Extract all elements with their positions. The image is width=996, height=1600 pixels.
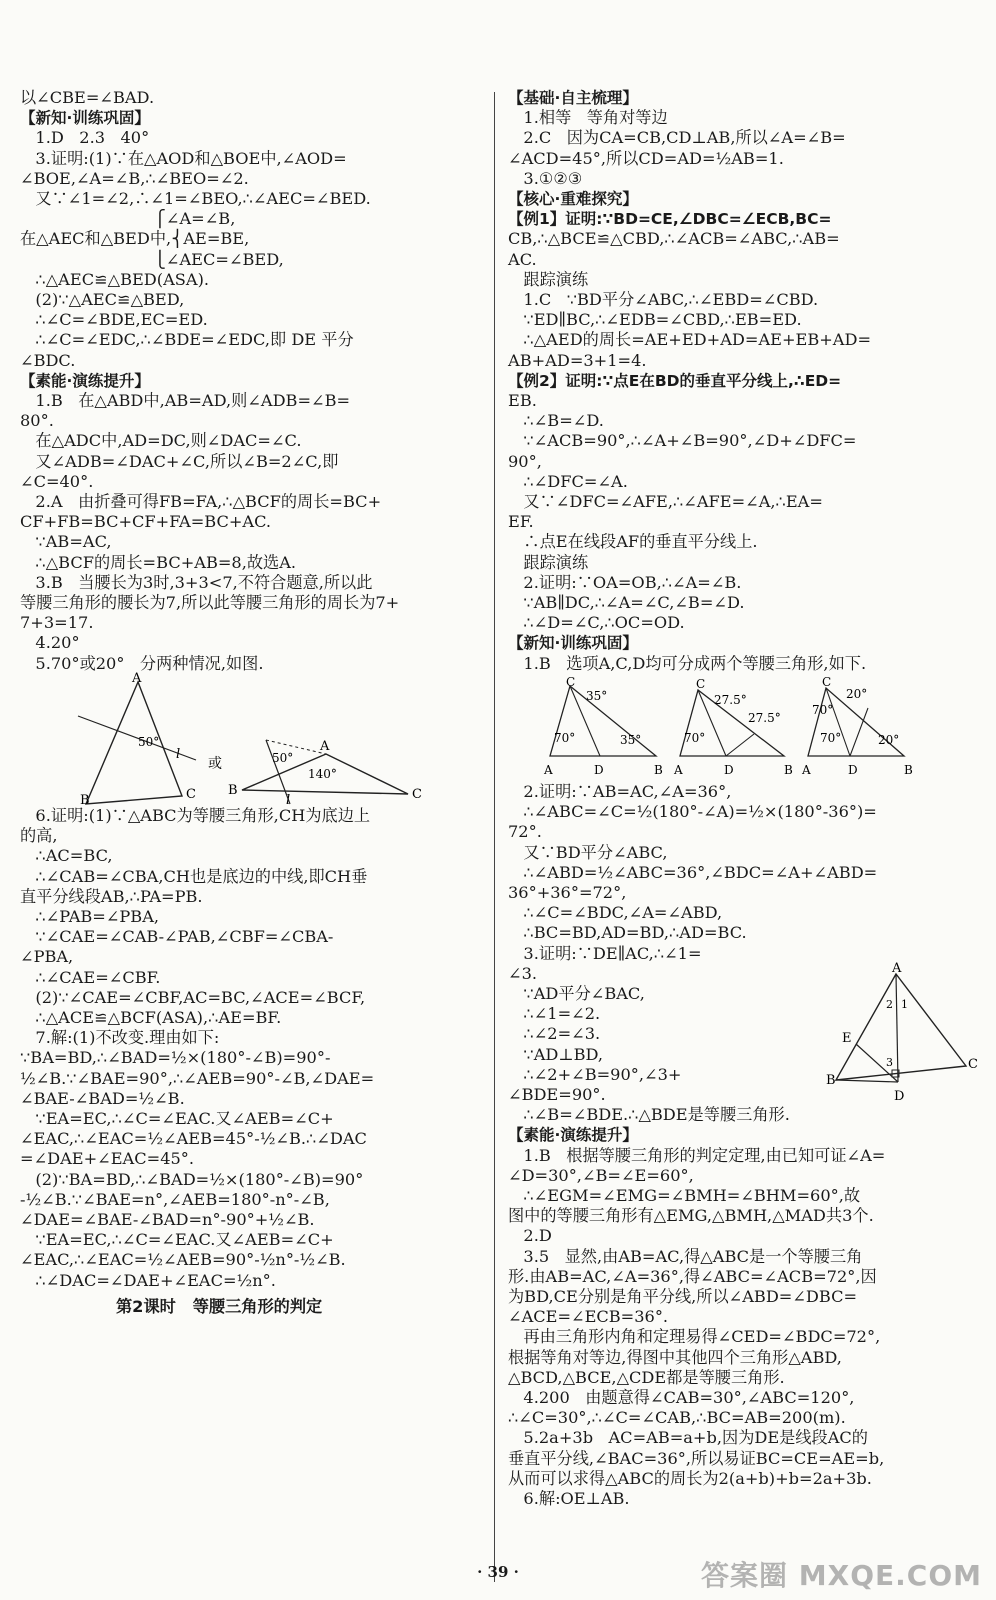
text-line: ⎩∠AEC=∠BED,	[20, 249, 284, 269]
text-line: 1.B 选项A,C,D均可分成两个等腰三角形,如下.	[508, 653, 867, 673]
triangle-label: 35°	[586, 688, 608, 703]
text-line: =∠DAE+∠EAC=45°.	[20, 1149, 195, 1169]
text-line: ∠BOE,∠A=∠B,∴∠BEO=∠2.	[20, 168, 249, 188]
text-line: ∵AB=AC,	[20, 532, 112, 552]
text-line: 【新知·训练巩固】	[508, 634, 638, 653]
text-line: 根据等角对等边,得图中其他四个三角形△ABD,	[508, 1347, 842, 1367]
text-line: 【例1】证明:∵BD=CE,∠DBC=∠ECB,BC=	[508, 210, 832, 229]
column-divider	[494, 92, 495, 1582]
text-line: ∠3.	[508, 963, 538, 983]
text-line: (2)∵∠CAE=∠CBF,AC=BC,∠ACE=∠BCF,	[20, 987, 366, 1007]
text-line: 又∵∠1=∠2,∴∠1=∠BEO,∴∠AEC=∠BED.	[20, 189, 371, 209]
triangle-label: B	[654, 762, 663, 777]
text-line: EB.	[508, 391, 537, 411]
text-line: ∴∠C=∠BDC,∠A=∠ABD,	[508, 903, 723, 923]
text-line: ∠EAC,∴∠EAC=½∠AEB=90°-½n°-½∠B.	[20, 1250, 346, 1270]
text-line: (2)∵△AEC≌△BED,	[20, 290, 185, 310]
figure-three-triangles	[508, 674, 980, 778]
triangle-label: D	[848, 762, 858, 777]
text-line: ∴∠C=∠BDE,EC=ED.	[20, 310, 208, 330]
label-n3: 3	[886, 1056, 893, 1069]
text-line: 形.由AB=AC,∠A=36°,得∠ABC=∠ACB=72°,因	[508, 1266, 877, 1286]
text-line: ∴∠CAE=∠CBF.	[20, 967, 161, 987]
text-line: AC.	[508, 249, 537, 269]
text-line: ∴△ACE≌△BCF(ASA),∴AE=BF.	[20, 1007, 282, 1027]
text-line: ∴△AEC≌△BED(ASA).	[20, 269, 210, 289]
text-line: 72°.	[508, 822, 542, 842]
text-line: 又∵BD平分∠ABC,	[508, 842, 668, 862]
text-line: ∠BAE-∠BAD=½∠B.	[20, 1088, 185, 1108]
label-fa: A	[892, 961, 902, 976]
text-line: 7+3=17.	[20, 613, 94, 633]
triangle-label: D	[594, 762, 604, 777]
text-line: ∠DAE=∠BAE-∠BAD=n°-90°+½∠B.	[20, 1209, 315, 1229]
text-line: 【素能·演练提升】	[508, 1126, 638, 1145]
text-line: 的高,	[20, 826, 58, 846]
label-or: 或	[208, 755, 222, 772]
text-line: 5.2a+3b AC=AB=a+b,因为DE是线段AC的	[508, 1428, 868, 1448]
text-line: ∠ACD=45°,所以CD=AD=½AB=1.	[508, 148, 784, 168]
text-line: 又∵∠DFC=∠AFE,∴∠AFE=∠A,∴EA=	[508, 492, 823, 512]
text-line: 【核心·重难探究】	[508, 190, 638, 209]
text-line: 【新知·训练巩固】	[20, 109, 150, 128]
text-line: 3.证明:(1)∵在△AOD和△BOE中,∠AOD=	[20, 148, 347, 168]
text-line: ½∠B.∵∠BAE=90°,∴∠AEB=90°-∠B,∠DAE=	[20, 1068, 375, 1088]
text-line: ⎧∠A=∠B,	[20, 209, 236, 229]
label-fd: D	[894, 1089, 905, 1104]
text-line: ∵EA=EC,∴∠C=∠EAC.又∠AEB=∠C+	[20, 1108, 334, 1128]
text-line: ∴∠B=∠BDE.∴△BDE是等腰三角形.	[508, 1105, 790, 1125]
text-line: (2)∵BA=BD,∴∠BAD=½×(180°-∠B)=90°	[20, 1169, 364, 1189]
text-line: 90°,	[508, 451, 542, 471]
label-b2: B	[228, 782, 238, 798]
label-n1: 1	[901, 998, 908, 1011]
text-line: ∴△BCF的周长=BC+AB=8,故选A.	[20, 552, 297, 572]
text-line: 【素能·演练提升】	[20, 371, 150, 390]
text-line: 再由三角形内角和定理易得∠CED=∠BDC=72°,	[508, 1327, 881, 1347]
text-line: ∴∠PAB=∠PBA,	[20, 906, 160, 926]
text-line: ∴∠CAB=∠CBA,CH也是底边的中线,即CH垂	[20, 866, 368, 886]
text-line: ∵AB∥DC,∴∠A=∠C,∠B=∠D.	[508, 593, 745, 613]
left-lines-b	[20, 806, 482, 1291]
label-140: 140°	[308, 766, 337, 781]
triangle-label: 70°	[684, 730, 706, 745]
text-line: ∠D=30°,∠B=∠E=60°,	[508, 1165, 694, 1185]
triangle-label: A	[544, 762, 553, 777]
triangle-case1	[86, 682, 182, 804]
triangle-label: C	[696, 676, 706, 691]
label-50b: 50°	[272, 750, 294, 765]
left-lines-a	[20, 88, 482, 674]
text-line: CF+FB=BC+CF+FA=BC+AC.	[20, 512, 272, 532]
text-line: 36°+36°=72°,	[508, 882, 627, 902]
triangle-label: 27.5°	[748, 710, 781, 725]
triangle-label: B	[784, 762, 793, 777]
text-line: ∠ACE=∠ECB=36°.	[508, 1307, 669, 1327]
label-a2: A	[320, 738, 330, 754]
text-line: -½∠B.∵∠BAE=n°,∠AEB=180°-n°-∠B,	[20, 1189, 330, 1209]
label-b: B	[80, 792, 90, 808]
text-line: 3.证明:∵DE∥AC,∴∠1=	[508, 943, 702, 963]
right-lines-b	[508, 782, 980, 1509]
page-number: · 39 ·	[477, 1563, 519, 1581]
label-l2: l	[286, 792, 291, 808]
triangle-label: B	[904, 762, 913, 777]
text-line: ∴∠ABC=∠C=½(180°-∠A)=½×(180°-36°)=	[508, 802, 877, 822]
triangle-label: 27.5°	[714, 692, 747, 707]
text-line: EF.	[508, 512, 534, 532]
text-line: ∵EA=EC,∴∠C=∠EAC.又∠AEB=∠C+	[20, 1230, 334, 1250]
label-50: 50°	[138, 734, 160, 749]
text-line: ∴∠DFC=∠A.	[508, 471, 628, 491]
text-line: ∴∠2=∠3.	[508, 1024, 601, 1044]
text-line: ∴∠DAC=∠DAE+∠EAC=½n°.	[20, 1270, 276, 1290]
text-line: ∴∠ABD=½∠ABC=36°,∠BDC=∠A+∠ABD=	[508, 862, 878, 882]
text-line: △BCD,△BCE,△CDE都是等腰三角形.	[508, 1367, 785, 1387]
text-line: 1.C ∵BD平分∠ABC,∴∠EBD=∠CBD.	[508, 290, 819, 310]
text-line: AB+AD=3+1=4.	[508, 350, 647, 370]
text-line: 以∠CBE=∠BAD.	[20, 88, 155, 107]
text-line: 跟踪演练	[508, 269, 589, 289]
text-line: ∴BC=BD,AD=BD,∴AD=BC.	[508, 923, 747, 943]
text-line: 为BD,CE分别是角平分线,所以∠ABD=∠DBC=	[508, 1286, 858, 1306]
text-line: 4.200 由题意得∠CAB=30°,∠ABC=120°,	[508, 1387, 855, 1407]
text-line: 1.相等 等角对等边	[508, 108, 668, 128]
text-line: ∵∠ACB=90°,∴∠A+∠B=90°,∠D+∠DFC=	[508, 431, 857, 451]
text-line: 2.证明:∵OA=OB,∴∠A=∠B.	[508, 572, 742, 592]
triangle-label: 70°	[820, 730, 842, 745]
right-lines-a	[508, 88, 980, 674]
text-line: 4.20°	[20, 633, 80, 653]
left-column	[20, 88, 482, 1317]
text-line: ∠BDE=90°.	[508, 1084, 606, 1104]
text-line: ∴∠EGM=∠EMG=∠BMH=∠BHM=60°,故	[508, 1185, 861, 1205]
text-line: 图中的等腰三角形有△EMG,△BMH,△MAD共3个.	[508, 1206, 874, 1226]
text-line: ∵AD⊥BD,	[508, 1044, 604, 1064]
text-line: 5.70°或20° 分两种情况,如图.	[20, 653, 264, 673]
triangle-label: D	[724, 762, 734, 777]
text-line: ∵BA=BD,∴∠BAD=½×(180°-∠B)=90°-	[20, 1048, 331, 1068]
text-line: ∴∠C=∠EDC,∴∠BDE=∠EDC,即 DE 平分	[20, 330, 354, 350]
label-c2: C	[412, 786, 422, 802]
text-line: 2.证明:∵AB=AC,∠A=36°,	[508, 781, 732, 801]
text-line: ∴∠C=30°,∴∠C=∠CAB,∴BC=AB=200(m).	[508, 1408, 846, 1428]
right-column	[508, 88, 980, 1509]
text-line: 1.D 2.3 40°	[20, 128, 150, 148]
triangle-label: 20°	[878, 732, 900, 747]
label-fb: B	[826, 1073, 836, 1088]
text-line: 在△ADC中,AD=DC,则∠DAC=∠C.	[20, 431, 302, 451]
triangle-label: A	[674, 762, 683, 777]
text-line: ∵ED∥BC,∴∠EDB=∠CBD,∴EB=ED.	[508, 310, 802, 330]
text-line: ∴AC=BC,	[20, 846, 113, 866]
text-line: 2.C 因为CA=CB,CD⊥AB,所以∠A=∠B=	[508, 128, 846, 148]
label-n2: 2	[886, 998, 893, 1011]
label-a: A	[132, 670, 142, 686]
triangle-label: A	[802, 762, 811, 777]
label-fe: E	[842, 1031, 852, 1046]
triangle-label: C	[566, 674, 576, 689]
triangle-label: 35°	[620, 732, 642, 747]
text-line: 3.B 当腰长为3时,3+3<7,不符合题意,所以此	[20, 572, 373, 592]
triangle-label: 70°	[554, 730, 576, 745]
text-line: 在△AEC和△BED中,⎨AE=BE,	[20, 229, 250, 249]
text-line: 3.①②③	[508, 168, 583, 188]
watermark: 答案圈 MXQE.COM	[701, 1559, 982, 1592]
text-line: 又∠ADB=∠DAC+∠C,所以∠B=2∠C,即	[20, 451, 339, 471]
text-line: 1.B 根据等腰三角形的判定定理,由已知可证∠A=	[508, 1145, 886, 1165]
label-c: C	[186, 786, 196, 802]
text-line: ∵AD平分∠BAC,	[508, 983, 645, 1003]
text-line: 【例2】证明:∵点E在BD的垂直平分线上,∴ED=	[508, 371, 842, 390]
text-line: 1.B 在△ABD中,AB=AD,则∠ADB=∠B=	[20, 391, 351, 411]
text-line: 6.证明:(1)∵△ABC为等腰三角形,CH为底边上	[20, 805, 371, 825]
text-line: 跟踪演练	[508, 552, 589, 572]
text-line: 6.解:OE⊥AB.	[508, 1489, 630, 1508]
text-line: ∴△AED的周长=AE+ED+AD=AE+EB+AD=	[508, 330, 872, 350]
triangle-label: 20°	[846, 686, 868, 701]
text-line: ∴∠B=∠D.	[508, 411, 604, 431]
text-line: ∠EAC,∴∠EAC=½∠AEB=45°-½∠B.∴∠DAC	[20, 1129, 367, 1149]
text-line: ∠PBA,	[20, 947, 74, 967]
label-fc: C	[968, 1057, 978, 1072]
text-line: ∴∠D=∠C,∴OC=OD.	[508, 613, 685, 633]
figure-two-cases	[20, 670, 482, 808]
lesson-title: 第2课时 等腰三角形的判定	[116, 1296, 323, 1316]
text-line: 从而可以求得△ABC的周长为2(a+b)+b=2a+3b.	[508, 1468, 872, 1488]
text-line: ∠BDC.	[20, 350, 76, 370]
label-l: l	[176, 746, 181, 762]
text-line: 直平分线段AB,∴PA=PB.	[20, 886, 203, 906]
text-line: 垂直平分线,∠BAC=36°,所以易证BC=CE=AE=b,	[508, 1448, 885, 1468]
figure-bde	[826, 961, 978, 1113]
text-line: ∴点E在线段AF的垂直平分线上.	[508, 532, 758, 552]
text-line: CB,∴△BCE≌△CBD,∴∠ACB=∠ABC,∴AB=	[508, 229, 840, 249]
text-line: 2.D	[508, 1226, 552, 1246]
triangle-label: 70°	[812, 702, 834, 717]
triangle-label: C	[822, 674, 832, 689]
text-line: ∠C=40°.	[20, 471, 94, 491]
text-line: ∴∠2+∠B=90°,∠3+	[508, 1064, 682, 1084]
text-line: 3.5 显然,由AB=AC,得△ABC是一个等腰三角	[508, 1246, 863, 1266]
text-line: ∵∠CAE=∠CAB-∠PAB,∠CBF=∠CBA-	[20, 927, 334, 947]
text-line: 7.解:(1)不改变.理由如下:	[20, 1028, 220, 1048]
text-line: ∴∠1=∠2.	[508, 1004, 601, 1024]
text-line: 2.A 由折叠可得FB=FA,∴△BCF的周长=BC+	[20, 492, 382, 512]
text-line: 等腰三角形的腰长为7,所以此等腰三角形的周长为7+	[20, 593, 400, 613]
text-line: 80°.	[20, 411, 54, 431]
text-line: 【基础·自主梳理】	[508, 89, 638, 107]
